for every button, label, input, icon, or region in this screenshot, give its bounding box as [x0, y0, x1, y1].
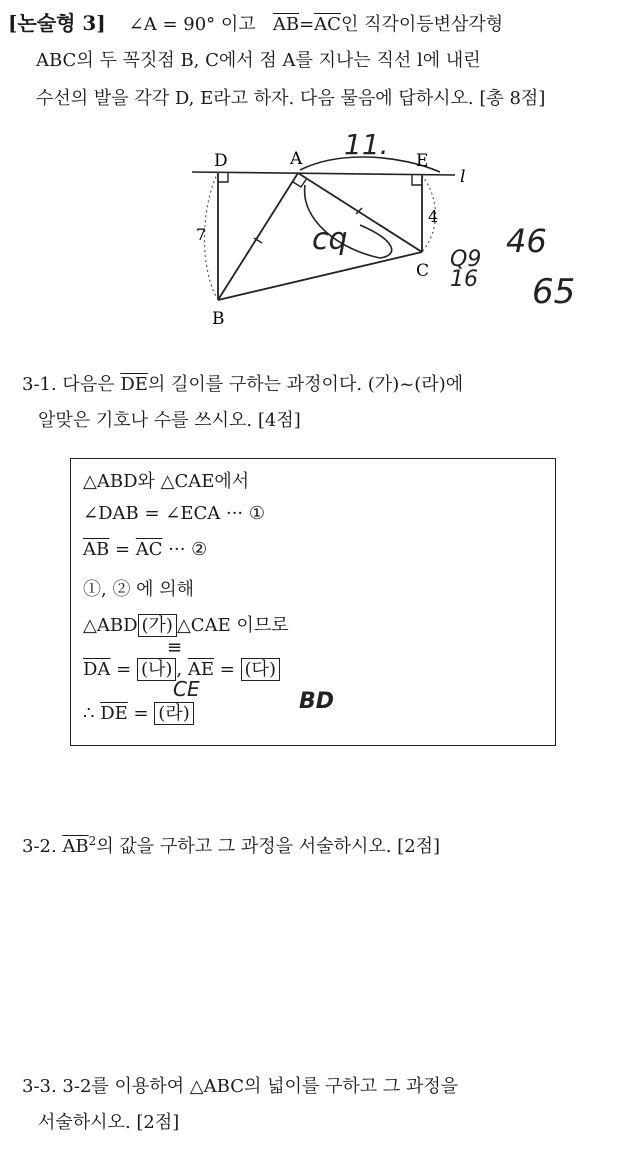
label-c: C [416, 261, 430, 281]
line-l [192, 172, 455, 175]
proof-eq-ae: = [214, 659, 241, 680]
proof-da: $\overline{DA}$ [83, 659, 111, 680]
proof-eq-de: = [127, 703, 155, 724]
proof-box [70, 458, 556, 746]
segment-de: $\overline{DE}$ [120, 374, 148, 395]
triangle-abd: △ABD [83, 615, 138, 636]
segment-ab-line [218, 173, 298, 300]
proof-line-1: △ABD와 △CAE에서 [83, 471, 250, 492]
problem-line-1 [8, 12, 503, 36]
proof-mark-2: ··· ② [162, 539, 208, 560]
label-a: A [290, 149, 303, 169]
q2-exponent: 2 [88, 834, 97, 848]
proof-eq: = [109, 539, 136, 560]
triangle-cae: △CAE 이므로 [176, 615, 289, 636]
right-angle-d [218, 172, 228, 182]
angle-condition: ∠A = 90° [128, 14, 221, 35]
proof-ac: $\overline{AC}$ [135, 539, 163, 560]
handwritten-note-3: 46 [506, 222, 547, 260]
handwritten-note-5: Q9 16 [450, 247, 482, 292]
question-3-3-line-2: 서술하시오. [2점] [38, 1112, 180, 1133]
blank-ga[interactable]: (가) [138, 614, 177, 637]
problem-number: [논술형 3] [8, 11, 106, 35]
label-d: D [214, 151, 228, 171]
handwritten-note-4: 65 [532, 272, 576, 312]
segment-bc-line [218, 252, 422, 300]
handwritten-congruent: ≡ [167, 637, 183, 658]
problem-line-3: 수선의 발을 각각 D, E라고 하자. 다음 물음에 답하시오. [총 8점] [36, 88, 546, 109]
right-angle-e [412, 175, 422, 185]
question-3-1-line-1 [22, 374, 463, 396]
handwritten-note-2: cq [312, 222, 348, 257]
handwritten-note-1: 11. [344, 128, 389, 161]
segment-ab: $\overline{AB}$ [272, 14, 300, 35]
proof-ab: $\overline{AB}$ [83, 539, 110, 560]
blank-na[interactable]: (나) [137, 658, 176, 681]
handwritten-ce: CE [173, 677, 200, 701]
label-b: B [212, 309, 225, 329]
segment-ac: $\overline{AC}$ [314, 14, 341, 35]
equals-sign: = [299, 14, 315, 35]
proof-eq-da: = [110, 659, 137, 680]
proof-line-7 [83, 699, 194, 725]
proof-line-3 [83, 539, 207, 560]
q1-prefix: 3-1. 다음은 [22, 374, 121, 395]
label-e: E [416, 151, 429, 171]
handwritten-bd: BD [299, 689, 335, 714]
proof-line-5 [83, 611, 289, 637]
therefore-sign: ∴ [83, 703, 101, 724]
q2-suffix: 의 값을 구하고 그 과정을 서술하시오. [2점] [96, 836, 441, 857]
problem-line-2: ABC의 두 꼭짓점 B, C에서 점 A를 지나는 직선 l에 내린 [36, 50, 481, 71]
question-3-2 [22, 830, 440, 858]
condition-connector: 이고 [220, 14, 256, 35]
length-bd: 7 [196, 225, 207, 244]
length-ce: 4 [428, 207, 439, 226]
condition-tail: 인 직각이등변삼각형 [340, 14, 504, 35]
blank-da[interactable]: (다) [241, 658, 280, 681]
question-3-3-line-1: 3-3. 3-2를 이용하여 △ABC의 넓이를 구하고 그 과정을 [22, 1076, 459, 1097]
blank-ra[interactable]: (라) [154, 702, 193, 725]
answer-area-3-2[interactable] [22, 864, 592, 1044]
proof-ae: $\overline{AE}$ [187, 659, 214, 680]
proof-line-2: ∠DAB = ∠ECA ··· ① [83, 503, 266, 524]
question-3-1-line-2: 알맞은 기호나 수를 쓰시오. [4점] [38, 410, 301, 431]
label-l: l [460, 167, 466, 187]
q1-suffix: 의 길이를 구하는 과정이다. (가)~(라)에 [147, 374, 464, 395]
q2-prefix: 3-2. [22, 836, 63, 857]
q2-ab: $\overline{AB}$ [62, 836, 89, 857]
proof-comma: , [176, 659, 188, 680]
arc-bd-dotted [205, 172, 219, 300]
proof-line-4: ①, ② 에 의해 [83, 579, 195, 600]
proof-de: $\overline{DE}$ [100, 703, 128, 724]
